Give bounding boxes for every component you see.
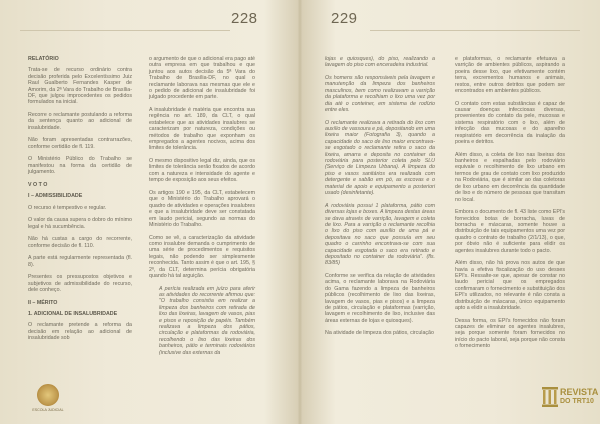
paragraph: lojas e quiosques), do piso, realizando a lavagem do piso com enceradeira industrial. (325, 56, 435, 69)
paragraph: II – MÉRITO (28, 299, 58, 306)
page-number-right: 229 (331, 10, 358, 27)
paragraph: Recorre o reclamante postulando a reforma da sentença quanto ao adicional de insalubridade. (28, 112, 132, 131)
paragraph: Embora o documento de fl. 43 liste como EPI's fornecidos botas de borracha, luvas de borracha e máscaras, somente houve a distribuição de tais equipamentos uma vez por quadro o contrato de trabalho (2/1/13), o que, por óbvio não é suficiente para elidir os agentes insalubres durante todo o pacto. (455, 209, 565, 254)
paragraph: Os artigos 190 e 195, da CLT, estabelecem que o Ministério do Trabalho aprovará o quadro de atividades e operações insalubres e que a insalubridade deve ser constatada em laudo pericial, segundo as normas do Ministério do Trabalho. (149, 189, 255, 228)
seal-label: ESCOLA JUDICIAL (32, 408, 64, 412)
paragraph: V O T O (28, 181, 48, 188)
paragraph: O contato com estas substâncias é capaz de causar doenças infecciosas diversas, provenientes do contato da pele, mucosas e sistema respiratório com o lixo, além de infecção das mucosas e do aparelho respiratório em decorrência da inalação da poeira e detritos. (455, 100, 565, 146)
paragraph: A rodoviária possui 1 plataforma, pátio com diversas lojas e boxes. A limpeza destas áreas se dava através de varrição, lavagem e coleta de lixo. Para a varrição o reclamante recolhia o lixo do piso com auxílio de uma pá e depositava no saco que possuía em seu quadro o carrinho encontrava-se com sua capacidade esgotada o saco era retirado e depositado no container da rodoviária". (fls. 83/85) (325, 202, 435, 267)
paragraph: Além disso, a coleta de lixo nas lixeiras dos banheiros e espalhadas pelo rodoviário equivale o recolhimento de lixo urbano em termos de grau de contato com lixo produzido na Rodoviária, que é similar ao das coletoras de lixo urbano em decorrência da quantidade de lixo e do número de pessoas que transitam no local. (455, 151, 565, 203)
paragraph: Trata-se de recurso ordinário contra decisão proferida pelo Excelentíssimo Juiz Raul Gualberto Fernandes Kasper de Amorim, da 2ª Vara do Trabalho de Brasília-DF, que julgou improcedentes os pedidos formulados na inicial. (28, 67, 132, 106)
paragraph: O Ministério Público do Trabalho se manifestou na forma da certidão de julgamento. (28, 156, 132, 176)
paragraph: 1. ADICIONAL DE INSALUBRIDADE (28, 311, 118, 318)
logo-word-trt10: DO TRT10 (560, 398, 594, 405)
paragraph: Na atividade de limpeza dos pátios, circulação (325, 330, 434, 337)
paragraph: Como se vê, a caracterização da atividade como insalubre demanda o cumprimento de uma série de procedimentos e requisitos legais, não podendo ser simplesmente reconhecida. Tanto assim é que o art. 195, § 2º, da CLT, determina perícia obrigatória quando há tal arguição. (149, 234, 255, 279)
paragraph: Conforme se verifica da relação de atividades acima, o reclamante laborava na Rodoviária do Gama fazendo a limpeza de banheiros públicos (recolhimento de lixo das lixeiras, lavagem de vasos, pias e pisos) e a limpeza de pátios, circulação e plataformas (varrição, lavagem e recolhimento de lixo, inclusive das áreas externas de lojas e quiosques). (325, 272, 435, 324)
right-page-column-2 (455, 56, 565, 356)
paragraph: O reclamante realizava a retirada do lixo com auxílio de vassoura e pá, depositando em uma lixeira maior (Fotografia 3), quando a capacidade do saco de lixo maior encontrava-se esgotado o reclamante retira o saco da lixeira, amarra e deposita no container da rodoviária para posterior coleta pelo SLU (Serviço de Limpeza Urbana). A limpeza do piso e vasos sanitários era realizada com detergente e sabão em pó, as escovas e o material de apoio e equipamento a posteriori usado (desinfetante). (325, 119, 435, 197)
paragraph: I – ADMISSIBILIDADE (28, 193, 83, 200)
logo-word-revista: REVISTA (560, 387, 599, 397)
paragraph: o argumento de que o adicional era pago até outra empresa em que trabalhou e que juntou aos autos decisão da 5ª Vara do Trabalho de Brasília-DF, no qual o reclamante laborava nas mesmas que ele e o pedido de adicional de insalubridade foi julgado procedente em parte. (149, 56, 255, 101)
paragraph: Não foram apresentadas contrarrazões, conforme certidão de fl. 119. (28, 137, 132, 150)
escola-judicial-seal-logo (28, 384, 68, 412)
left-page-column-2 (149, 56, 255, 362)
paragraph: O reclamante pretende a reforma da decisão em relação ao adicional de insalubridade sob (28, 322, 132, 342)
header-rule-left (20, 30, 230, 31)
paragraph: Presentes os pressupostos objetivos e subjetivos de admissibilidade do recurso, dele conheço. (28, 274, 132, 294)
page-number-left: 228 (231, 10, 258, 27)
paragraph: e plataformas, o reclamante efetuava a varrição de ambientes públicos, aspirando a poeira desse lixo, que efetivamente contém terra, excrementos humanos e animais, restos, entre outros detritos que podem ser encontrados em ambientes públicos. (455, 56, 565, 95)
paragraph: RELATÓRIO (28, 56, 59, 62)
column-emblem-icon (541, 386, 559, 408)
paragraph: Além disso, não há prova nos autos de que havia a efetiva fiscalização do uso desses EPI's. Ressalte-se que, apesar de constar no laudo pericial que os empregados confirmaram o fornecimento e substituição dos EPI's utilizados, no relevante é não consta a distribuição de máscaras, único equipamento apto a elidir a insalubridade. (455, 260, 565, 311)
left-page-column-1 (28, 56, 132, 348)
right-page-column-1 (325, 56, 435, 343)
paragraph: A perícia realizada em juízo para aferir as atividades do recorrente afirmou que: "O trabalho consistia em realizar a limpeza dos banheiros com retirada de lixo das lixeiras, lavagem de vasos, pias e pisos e reposição de papéis. Também realizava a limpeza dos pátios, circulação e plataformas da rodoviária, recolhendo o lixo das lixeiras dos banheiros, pátio e terminais rodoviários (inclusive das externas da (159, 285, 255, 356)
paragraph: Dessa forma, os EPI's fornecidos não foram capazes de eliminar os agentes insalubres, seja porque somente foram fornecidos no início do pacto laboral, seja porque não consta o fornecimento (455, 317, 565, 350)
paragraph: Os homens são responsáveis pela lavagem e manutenção da limpeza dos banheiros masculinos, bem como realizavam a varrição da plataforma e recolhiam o lixo uma vez por dia até o conteiner, em sistema de rodízio entre eles. (325, 75, 435, 114)
paragraph: Não há custas a cargo do recorrente, conforme decisão de fl. 110. (28, 236, 132, 249)
paragraph: O mesmo dispositivo legal diz, ainda, que os limites de tolerância serão fixados de acordo com a natureza e intensidade do agente e tempo de exposição aos seus efeitos. (149, 158, 255, 184)
paragraph: A parte está regularmente representada (fl. 8). (28, 255, 132, 268)
seal-emblem-icon (37, 384, 59, 406)
header-rule-right (370, 30, 580, 31)
paragraph: O recurso é tempestivo e regular. (28, 204, 107, 211)
paragraph: A insalubridade é matéria que encontra sua regência no art. 189, da CLT, o qual estabelece que as atividades insalubres se caracterizam por natureza, condições ou métodos de trabalho que exponham os empregados a agentes nocivos, acima dos limites de tolerância. (149, 107, 255, 152)
paragraph: O valor da causa supera o dobro do mínimo legal e há sucumbência. (28, 217, 132, 230)
